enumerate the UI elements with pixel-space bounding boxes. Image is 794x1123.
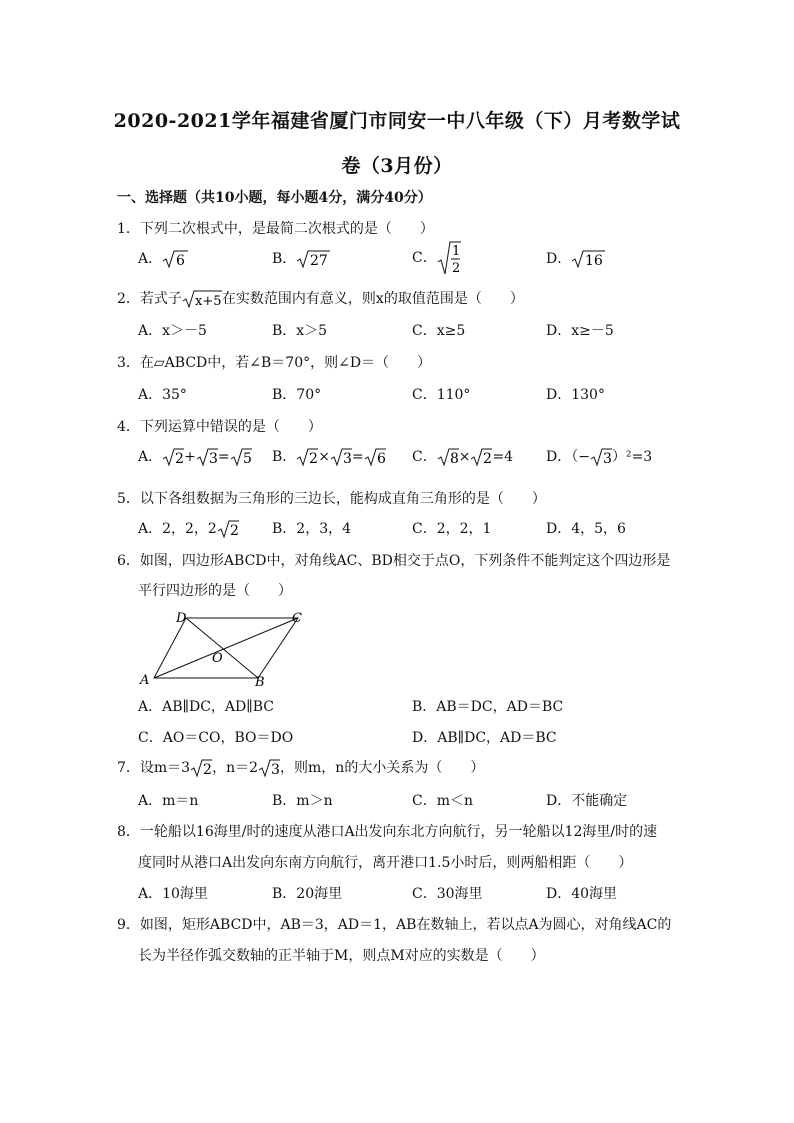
option-8a: A．10海里 — [138, 886, 208, 902]
option-3a: A．35° — [138, 387, 187, 403]
option-4a — [138, 446, 252, 467]
option-label: B． — [272, 449, 297, 465]
sqrt-symbol — [258, 758, 280, 778]
vertex-c-label: C — [292, 611, 302, 626]
option-1b — [272, 248, 330, 269]
option-1a — [138, 248, 188, 269]
parallelogram-figure — [134, 606, 314, 690]
option-1c — [412, 240, 461, 276]
sqrt-symbol — [364, 447, 386, 467]
option-8b: B．20海里 — [272, 886, 343, 902]
option-4b — [272, 446, 386, 467]
option-7a: A．m＝n — [138, 793, 199, 809]
option-3b: B．70° — [272, 387, 322, 403]
option-2a: A．x＞－5 — [138, 323, 207, 339]
radicand: 16 — [585, 253, 604, 269]
option-8d: D．40海里 — [546, 886, 618, 902]
sqrt-symbol — [330, 447, 352, 467]
stem-text: 2．若式子 — [117, 291, 182, 307]
sqrt-symbol — [470, 447, 492, 467]
operator: =4 — [492, 449, 514, 465]
option-label: A． — [138, 251, 163, 267]
vertex-a-label: A — [140, 673, 150, 688]
question-1-stem: 1．下列二次根式中，是最简二次根式的是（ ） — [117, 221, 434, 237]
sqrt-symbol — [437, 447, 459, 467]
option-3c: C．110° — [412, 387, 471, 403]
radicand: 27 — [310, 253, 329, 269]
paren: （− — [571, 449, 590, 465]
option-3d: D．130° — [546, 387, 605, 403]
question-1-options — [138, 244, 698, 276]
option-label: A．2，2，2 — [138, 521, 217, 537]
sqrt-symbol — [590, 447, 612, 467]
option-4d — [546, 446, 652, 467]
page-title-line1: 2020-2021学年福建省厦门市同安一中八年级（下）月考数学试 — [113, 110, 681, 132]
option-6b: B．AB＝DC，AD＝BC — [412, 699, 564, 715]
center-o-label: O — [212, 651, 223, 666]
radicand: 2 — [309, 451, 319, 467]
sqrt-symbol — [182, 289, 222, 309]
radicand: 3 — [602, 451, 612, 467]
question-5-options — [138, 518, 698, 542]
fraction-numerator: 1 — [451, 244, 460, 259]
option-7c: C．m＜n — [412, 793, 474, 809]
radicand: 2 — [229, 523, 239, 539]
radicand: 5 — [242, 451, 252, 467]
question-6-options-row1 — [138, 696, 698, 720]
question-8-stem-line2: 度同时从港口A出发向东南方向航行，离开港口1.5小时后，则两船相距（ ） — [138, 855, 633, 871]
sqrt-symbol — [190, 758, 212, 778]
option-5b: B．2，3，4 — [272, 521, 352, 537]
radicand: 2 — [175, 451, 185, 467]
radicand: 6 — [376, 451, 386, 467]
option-5d: D．4，5，6 — [546, 521, 626, 537]
stem-text: ，则m，n的大小关系为（ ） — [280, 760, 485, 776]
question-3-stem: 3．在▱ABCD中，若∠B＝70°，则∠D＝（ ） — [117, 355, 432, 371]
radicand: 2 — [203, 762, 213, 778]
operator: = — [352, 449, 364, 465]
question-2-stem — [117, 288, 524, 309]
radicand: 2 — [483, 451, 493, 467]
sqrt-symbol — [162, 447, 184, 467]
stem-text: 在实数范围内有意义，则x的取值范围是（ ） — [221, 291, 524, 307]
option-4c — [412, 446, 513, 467]
radicand: 8 — [449, 451, 459, 467]
option-label: C． — [412, 449, 437, 465]
question-7-options — [138, 790, 698, 814]
question-6-options-row2 — [138, 727, 698, 751]
question-2-options — [138, 320, 698, 344]
sqrt-symbol — [217, 519, 239, 539]
option-1d — [546, 248, 605, 269]
option-label: B． — [272, 251, 297, 267]
fraction-denominator: 2 — [451, 261, 460, 276]
vertex-b-label: B — [255, 675, 265, 690]
sqrt-symbol — [296, 249, 330, 269]
stem-text: ，n＝2 — [212, 760, 259, 776]
radicand: 3 — [271, 762, 280, 778]
question-8-stem-line1: 8．一轮船以16海里/时的速度从港口A出发向东北方向航行，另一轮船以12海里/时的速 — [117, 824, 658, 840]
operator: × — [318, 449, 331, 465]
option-2d: D．x≥－5 — [546, 323, 614, 339]
option-2c: C．x≥5 — [412, 323, 466, 339]
page-title-line2: 卷（3月份） — [341, 155, 453, 177]
question-7-stem — [117, 757, 484, 778]
question-3-options — [138, 384, 698, 408]
sqrt-symbol — [571, 249, 605, 269]
stem-text: 7．设m＝3 — [117, 760, 191, 776]
question-6-stem-line1: 6．如图，四边形ABCD中，对角线AC、BD相交于点O，下列条件不能判定这个四边形是 — [117, 553, 671, 569]
sqrt-symbol — [230, 447, 252, 467]
question-5-stem: 5．以下各组数据为三角形的三边长，能构成直角三角形的是（ ） — [117, 491, 546, 507]
operator: = — [217, 449, 230, 465]
radicand: 3 — [208, 451, 218, 467]
sqrt-symbol — [296, 447, 318, 467]
option-6c: C．AO＝CO，BO＝DO — [138, 730, 294, 746]
option-7b: B．m＞n — [272, 793, 333, 809]
vertex-d-label: D — [176, 611, 187, 626]
option-label: D． — [546, 251, 572, 267]
sqrt-symbol — [162, 249, 188, 269]
question-6-stem-line2: 平行四边形的是（ ） — [138, 583, 292, 599]
question-4-options — [138, 446, 698, 470]
sqrt-symbol — [196, 447, 218, 467]
option-8c: C．30海里 — [412, 886, 483, 902]
question-9-stem-line2: 长为半径作弧交数轴的正半轴于M，则点M对应的实数是（ ） — [138, 948, 545, 964]
option-label: D． — [546, 449, 572, 465]
option-label: C． — [412, 250, 437, 266]
option-5c: C．2，2，1 — [412, 521, 492, 537]
question-4-stem: 4．下列运算中错误的是（ ） — [117, 419, 322, 435]
option-label: A． — [138, 449, 163, 465]
radicand: 6 — [176, 253, 186, 269]
option-2b: B．x＞5 — [272, 323, 328, 339]
option-7d: D．不能确定 — [546, 793, 628, 809]
paren: ）²=3 — [611, 449, 653, 465]
option-6d: D．AB∥DC，AD＝BC — [412, 730, 557, 746]
option-6a: A．AB∥DC，AD∥BC — [138, 699, 274, 715]
section-heading: 一、选择题（共10小题，每小题4分，满分40分） — [117, 190, 432, 206]
operator: × — [458, 449, 471, 465]
question-9-stem-line1: 9．如图，矩形ABCD中，AB＝3，AD＝1，AB在数轴上，若以点A为圆心，对角线AC的 — [117, 917, 672, 933]
radicand: 3 — [343, 451, 352, 467]
radicand: x+5 — [194, 294, 222, 309]
option-5a — [138, 518, 239, 539]
operator: + — [184, 449, 196, 465]
question-8-options — [138, 883, 698, 907]
sqrt-fraction — [437, 240, 461, 276]
